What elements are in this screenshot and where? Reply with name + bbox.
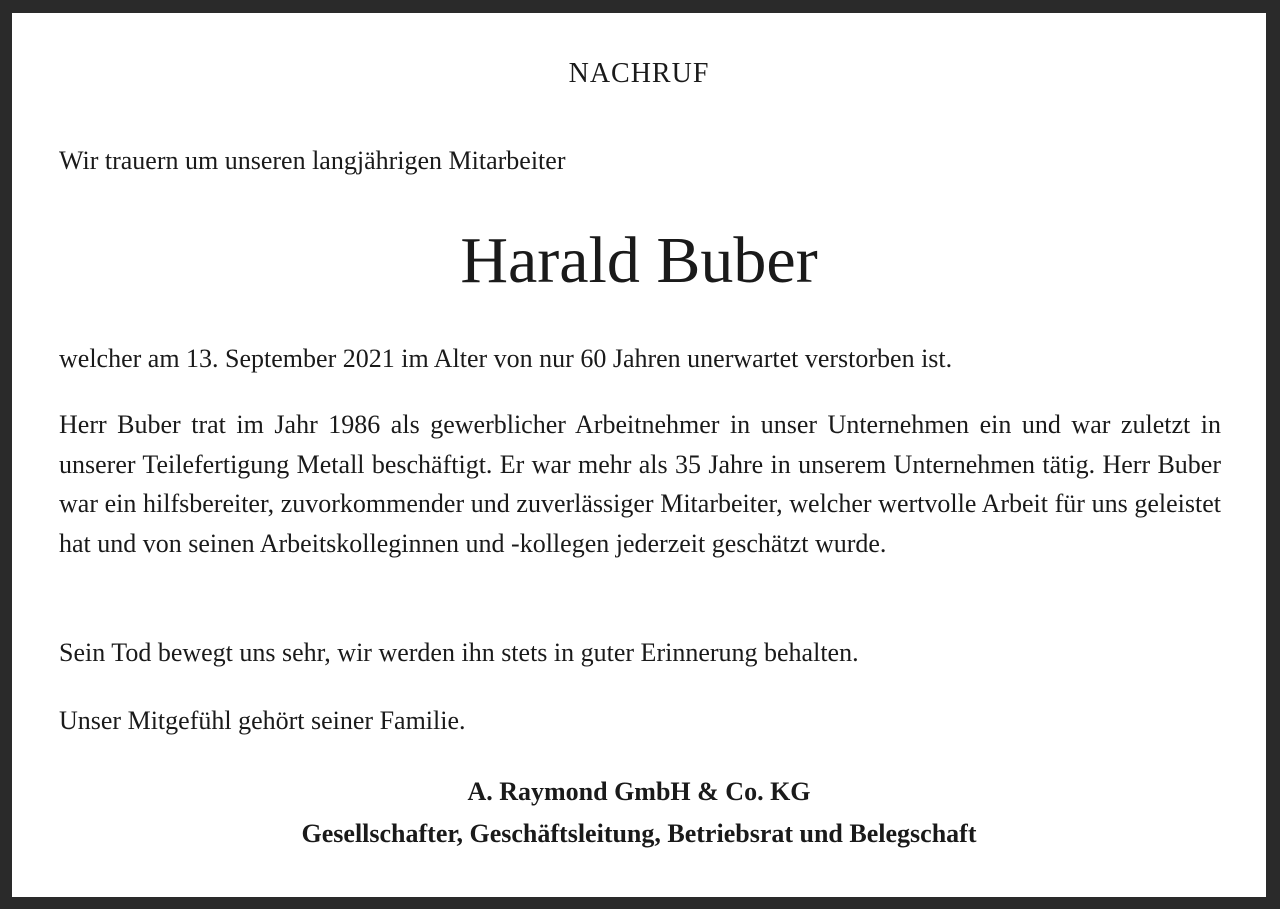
company-name: A. Raymond GmbH & Co. KG bbox=[467, 777, 811, 806]
condolence-paragraph: Unser Mitgefühl gehört seiner Familie. bbox=[59, 706, 466, 735]
remembrance-paragraph: Sein Tod bewegt uns sehr, wir werden ihn stets in guter Erinnerung behalten. bbox=[59, 638, 859, 667]
obituary-notice bbox=[12, 13, 1266, 897]
death-date-paragraph: welcher am 13. September 2021 im Alter von nur 60 Jahren unerwartet verstorben ist. bbox=[59, 344, 953, 373]
deceased-name: Harald Buber bbox=[460, 224, 818, 297]
biography-paragraph: Herr Buber trat im Jahr 1986 als gewerblicher Arbeitnehmer in unser Unternehmen ein und war zuletzt in unserer Teilefertigung Metall beschäftigt. Er war mehr als 35 Jahre in unserem Unternehmen tätig. Herr Buber war ein hilfsbereiter, zuvorkommender und zuverlässiger Mitarbeiter, welcher wertvolle Arbeit für uns geleistet hat und von seinen Arbeitskolleginnen und -kollegen jederzeit geschätzt wurde. bbox=[59, 410, 1221, 558]
signatories-line: Gesellschafter, Geschäftsleitung, Betriebsrat und Belegschaft bbox=[301, 819, 977, 848]
notice-heading: NACHRUF bbox=[568, 58, 710, 89]
intro-line: Wir trauern um unseren langjährigen Mitarbeiter bbox=[59, 146, 566, 175]
